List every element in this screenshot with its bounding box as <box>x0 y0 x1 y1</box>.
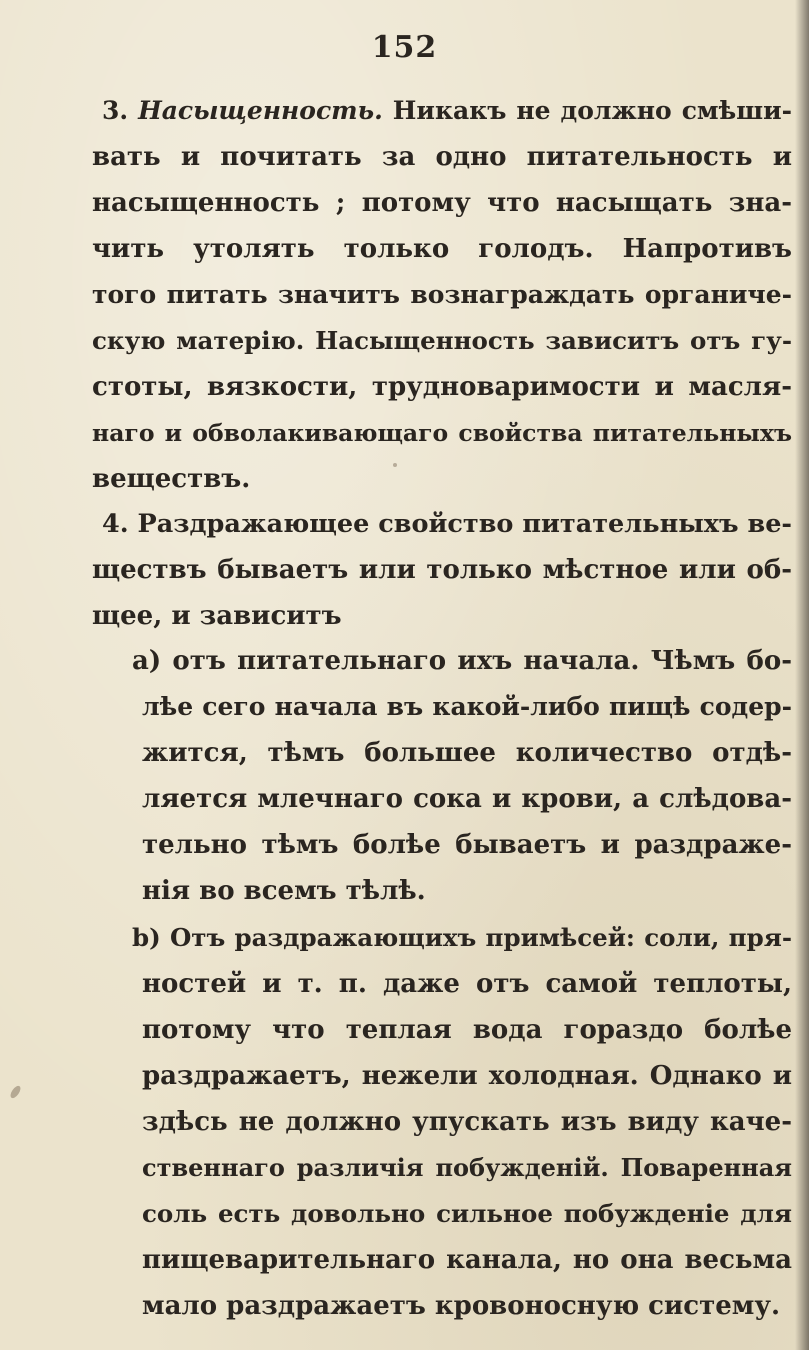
text-line: ществъ бываетъ или только мѣстное или об- <box>92 555 792 585</box>
text-segment: Никакъ не должно смѣши- <box>382 96 792 125</box>
text-line: потому что теплая вода гораздо болѣе <box>142 1015 792 1045</box>
page-number: 152 <box>371 30 438 65</box>
text-line: соль есть довольно сильное побужденіе для <box>142 1199 792 1228</box>
text-line: b) Отъ раздражающихъ примѣсей: соли, пря- <box>132 923 792 952</box>
paragraph-4 <box>92 501 792 639</box>
text-line: ственнаго различія побужденій. Поваренная <box>142 1153 792 1182</box>
ink-spot <box>9 1084 23 1099</box>
text-line: 4. Раздражающее свойство питательныхъ ве- <box>102 509 792 539</box>
text-line: насыщенность ; потому что насыщать зна- <box>92 188 792 218</box>
text-line: чить утолять только голодъ. Напротивъ <box>92 234 792 264</box>
page-edge-shadow <box>795 0 809 1350</box>
text-line: раздражаетъ, нежели холодная. Однако и <box>142 1061 792 1091</box>
section-heading: Насыщенность. <box>138 96 383 125</box>
text-line <box>92 88 792 134</box>
text-line: ляется млечнаго сока и крови, а слѣдова- <box>142 784 792 814</box>
list-item-a <box>132 638 792 914</box>
text-line: тельно тѣмъ болѣе бываетъ и раздраже- <box>142 830 792 860</box>
text-line: пищеварительнаго канала, но она весьма <box>142 1245 792 1275</box>
text-line: нія во всемъ тѣлѣ. <box>142 876 426 906</box>
text-line: стоты, вязкости, трудноваримости и масля- <box>92 372 792 402</box>
paragraph-3 <box>92 88 792 502</box>
item-number: 3. <box>102 96 129 125</box>
text-line: жится, тѣмъ большее количество отдѣ- <box>142 738 792 768</box>
text-line: скую матерію. Насыщенность зависитъ отъ гу- <box>92 326 792 355</box>
text-line: a) отъ питательнаго ихъ начала. Чѣмъ бо- <box>132 646 792 676</box>
list-item-b <box>132 915 792 1329</box>
text-line: здѣсь не должно упускать изъ виду каче- <box>142 1107 792 1137</box>
text-line: щее, и зависитъ <box>92 601 342 631</box>
text-line: вать и почитать за одно питательность и <box>92 142 792 172</box>
text-line: того питать значитъ вознаграждать органиче- <box>92 280 792 309</box>
text-line: ностей и т. п. даже отъ самой теплоты, <box>142 969 792 999</box>
text-line: мало раздражаетъ кровоносную систему. <box>142 1291 781 1321</box>
text-line: наго и обволакивающаго свойства питательныхъ <box>92 419 792 447</box>
text-line: лѣе сего начала въ какой-либо пищѣ содер- <box>142 692 792 721</box>
text-line: веществъ. <box>92 464 251 494</box>
